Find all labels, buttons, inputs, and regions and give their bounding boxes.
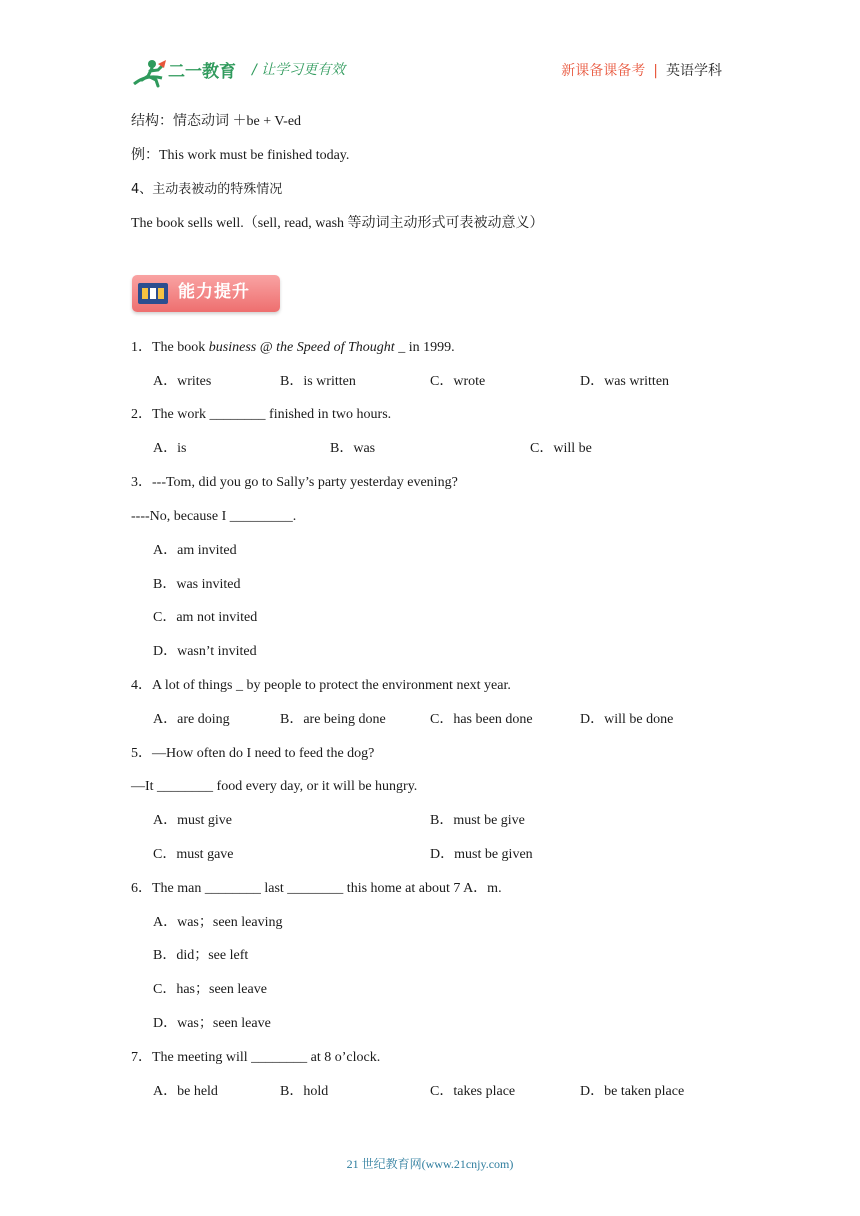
structure-line: 结构：情态动词 ＋be + V-ed [131,114,302,129]
footer-source[interactable]: 21 世纪教育网(www.21cnjy.com) [346,1157,514,1171]
q4-option-a[interactable]: A．are doing [153,712,230,727]
header-slogan: / 让学习更有效 [252,62,346,78]
q3-option-a[interactable]: A．am invited [153,543,237,558]
people-icon [138,283,168,304]
q1-option-a[interactable]: A．writes [153,374,212,389]
q1-book-title: business @ the Speed of Thought [208,340,395,355]
q1-option-b[interactable]: B．is written [280,374,356,389]
passive-note: The book sells well.（sell, read, wash 等动词主动形式可表被动意义） [131,216,544,231]
q3-option-c[interactable]: C．am not invited [153,610,258,625]
q5-option-d[interactable]: D．must be given [430,847,533,862]
q4-option-c[interactable]: C．has been done [430,712,533,727]
q5-option-b[interactable]: B．must be give [430,813,525,828]
q1-option-c[interactable]: C．wrote [430,374,486,389]
header-right [561,62,722,80]
q2-option-a[interactable]: A．is [153,441,187,456]
heading-special-cases: 4、主动表被动的特殊情况 [131,182,283,197]
q6-option-a[interactable]: A．was；seen leaving [153,915,283,930]
brand-logo [132,58,244,88]
header-separator: | [653,63,658,79]
q2-option-b[interactable]: B．was [330,441,376,456]
q6-option-d[interactable]: D．was；seen leave [153,1016,271,1031]
q2-option-c[interactable]: C．will be [530,441,592,456]
q6-option-b[interactable]: B．did；see left [153,948,249,963]
q7-option-d[interactable]: D．be taken place [580,1084,685,1099]
question-3-stem: 3．---Tom, did you go to Sally’s party yesterday evening? [131,475,458,490]
logo-text: 二一教育 [168,62,236,82]
q7-option-b[interactable]: B．hold [280,1084,329,1099]
section-badge-label: 能力提升 [178,282,250,302]
question-3-reply: ----No, because I _________. [131,509,297,524]
q4-option-d[interactable]: D．will be done [580,712,674,727]
q3-option-b[interactable]: B．was invited [153,577,241,592]
example-line: 例：This work must be finished today. [131,148,350,163]
header-subject-label: 英语学科 [666,63,722,79]
q5-option-a[interactable]: A．must give [153,813,232,828]
q1-option-d[interactable]: D．was written [580,374,670,389]
q1-stem-after: _ in 1999. [394,340,455,355]
q6-option-c[interactable]: C．has；seen leave [153,982,267,997]
q3-option-d[interactable]: D．wasn’t invited [153,644,257,659]
question-2-stem: 2．The work ________ finished in two hours. [131,407,392,422]
header-course-label: 新课备课备考 [561,63,646,79]
question-4-stem: 4．A lot of things _ by people to protect the environment next year. [131,678,511,693]
q7-option-a[interactable]: A．be held [153,1084,218,1099]
q4-option-b[interactable]: B．are being done [280,712,386,727]
q5-option-c[interactable]: C．must gave [153,847,234,862]
section-badge [132,275,280,312]
question-6-stem: 6．The man ________ last ________ this home at about 7 A．m. [131,881,502,896]
question-1-stem [131,339,455,357]
q1-stem-before: 1．The book [131,340,209,355]
question-5-stem: 5．—How often do I need to feed the dog? [131,746,375,761]
question-7-stem: 7．The meeting will ________ at 8 o’clock. [131,1050,381,1065]
q7-option-c[interactable]: C．takes place [430,1084,516,1099]
question-5-reply: —It ________ food every day, or it will be hungry. [131,779,418,794]
